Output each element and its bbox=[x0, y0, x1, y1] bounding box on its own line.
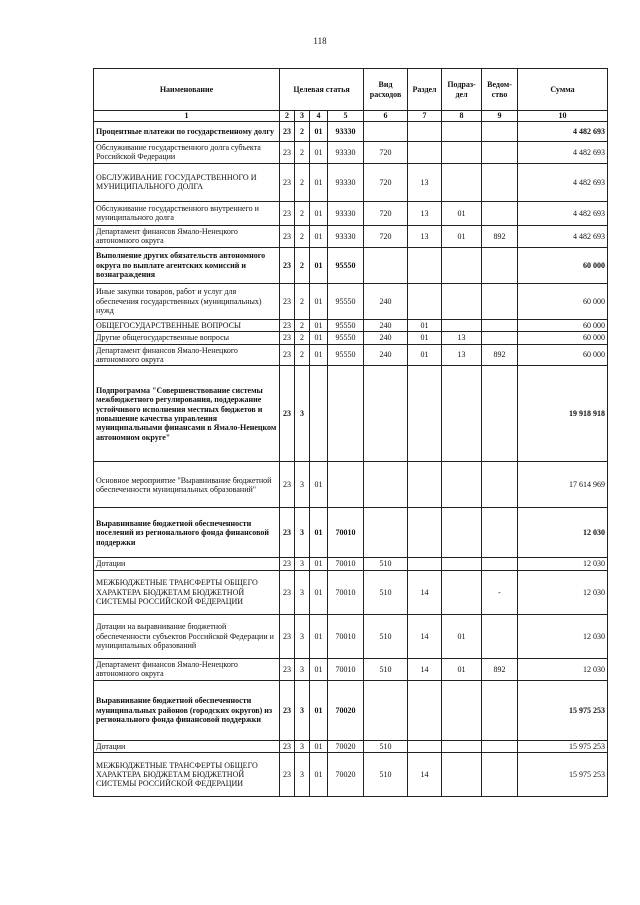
cell-razdel: 01 bbox=[408, 344, 442, 366]
cell-vedomstvo: 892 bbox=[482, 344, 518, 366]
table-row bbox=[94, 462, 608, 508]
cell-target-2: 2 bbox=[295, 247, 310, 283]
cell-vid: 510 bbox=[364, 570, 408, 614]
table-row bbox=[94, 680, 608, 740]
cell-vedomstvo bbox=[482, 614, 518, 658]
cell-sum: 19 918 918 bbox=[518, 366, 608, 462]
cell-target-1: 23 bbox=[280, 570, 295, 614]
cell-target-4: 93330 bbox=[328, 142, 364, 164]
cell-target-3: 01 bbox=[310, 332, 328, 344]
cell-target-2: 3 bbox=[295, 614, 310, 658]
cell-target-2: 3 bbox=[295, 740, 310, 752]
cell-target-1: 23 bbox=[280, 614, 295, 658]
cell-sum: 4 482 693 bbox=[518, 225, 608, 247]
cell-sum: 15 975 253 bbox=[518, 740, 608, 752]
cell-target-3: 01 bbox=[310, 344, 328, 366]
cell-target-1: 23 bbox=[280, 201, 295, 225]
header-row bbox=[94, 69, 608, 111]
cell-podrazdel bbox=[442, 753, 482, 797]
cell-target-3: 01 bbox=[310, 508, 328, 558]
cell-target-4: 70010 bbox=[328, 658, 364, 680]
cell-target-4: 93330 bbox=[328, 163, 364, 201]
cell-target-1: 23 bbox=[280, 122, 295, 142]
cell-podrazdel bbox=[442, 558, 482, 570]
cell-target-1: 23 bbox=[280, 163, 295, 201]
cell-target-2: 3 bbox=[295, 570, 310, 614]
cell-razdel bbox=[408, 283, 442, 319]
cell-target-2: 3 bbox=[295, 753, 310, 797]
cell-vid: 510 bbox=[364, 753, 408, 797]
cell-vid: 510 bbox=[364, 558, 408, 570]
cell-vedomstvo bbox=[482, 319, 518, 331]
table-row bbox=[94, 283, 608, 319]
cell-name: МЕЖБЮДЖЕТНЫЕ ТРАНСФЕРТЫ ОБЩЕГО ХАРАКТЕРА БЮДЖЕТАМ БЮДЖЕТНОЙ СИСТЕМЫ РОССИЙСКОЙ ФЕДЕРАЦИИ bbox=[94, 570, 280, 614]
cell-target-3: 01 bbox=[310, 225, 328, 247]
cell-vedomstvo bbox=[482, 753, 518, 797]
cell-target-1: 23 bbox=[280, 225, 295, 247]
cell-razdel bbox=[408, 247, 442, 283]
cell-vid bbox=[364, 247, 408, 283]
cell-razdel bbox=[408, 558, 442, 570]
cell-vedomstvo bbox=[482, 247, 518, 283]
budget-table bbox=[93, 68, 608, 797]
cell-target-2: 2 bbox=[295, 319, 310, 331]
cell-target-2: 2 bbox=[295, 283, 310, 319]
cell-target-1: 23 bbox=[280, 740, 295, 752]
cell-name: Выравнивание бюджетной обеспеченности поселений из регионального фонда финансовой поддержки bbox=[94, 508, 280, 558]
cell-vid bbox=[364, 508, 408, 558]
cell-target-4: 70020 bbox=[328, 753, 364, 797]
cell-vedomstvo bbox=[482, 142, 518, 164]
cell-target-1: 23 bbox=[280, 332, 295, 344]
cell-target-2: 3 bbox=[295, 658, 310, 680]
cell-podrazdel bbox=[442, 740, 482, 752]
table-row bbox=[94, 658, 608, 680]
cell-vedomstvo bbox=[482, 283, 518, 319]
cell-name: Департамент финансов Ямало-Ненецкого автономного округа bbox=[94, 344, 280, 366]
cell-vedomstvo bbox=[482, 163, 518, 201]
cell-sum: 17 614 969 bbox=[518, 462, 608, 508]
table-row bbox=[94, 558, 608, 570]
table-row bbox=[94, 225, 608, 247]
cell-sum: 12 030 bbox=[518, 614, 608, 658]
cell-target-4: 95550 bbox=[328, 247, 364, 283]
cell-podrazdel: 01 bbox=[442, 614, 482, 658]
cell-razdel bbox=[408, 366, 442, 462]
cell-target-4: 70010 bbox=[328, 508, 364, 558]
cell-target-3: 01 bbox=[310, 201, 328, 225]
cell-razdel: 13 bbox=[408, 201, 442, 225]
cell-vedomstvo bbox=[482, 740, 518, 752]
cell-podrazdel bbox=[442, 508, 482, 558]
table-row bbox=[94, 508, 608, 558]
cell-target-3: 01 bbox=[310, 163, 328, 201]
cell-target-3: 01 bbox=[310, 570, 328, 614]
table-row bbox=[94, 142, 608, 164]
cell-vedomstvo bbox=[482, 332, 518, 344]
cell-target-4: 70020 bbox=[328, 680, 364, 740]
cell-podrazdel bbox=[442, 142, 482, 164]
cell-target-1: 23 bbox=[280, 366, 295, 462]
cell-target-1: 23 bbox=[280, 283, 295, 319]
table-row bbox=[94, 201, 608, 225]
cell-sum: 4 482 693 bbox=[518, 122, 608, 142]
cell-vid bbox=[364, 366, 408, 462]
cell-target-3 bbox=[310, 366, 328, 462]
cell-target-3: 01 bbox=[310, 462, 328, 508]
cell-vid bbox=[364, 680, 408, 740]
cell-target-4: 93330 bbox=[328, 122, 364, 142]
index-cell: 10 bbox=[518, 111, 608, 122]
cell-vid: 510 bbox=[364, 614, 408, 658]
cell-target-2: 2 bbox=[295, 201, 310, 225]
cell-sum: 60 000 bbox=[518, 344, 608, 366]
table-row bbox=[94, 344, 608, 366]
cell-name: Дотации bbox=[94, 740, 280, 752]
cell-sum: 60 000 bbox=[518, 332, 608, 344]
cell-razdel bbox=[408, 122, 442, 142]
cell-podrazdel bbox=[442, 570, 482, 614]
cell-target-4: 95550 bbox=[328, 332, 364, 344]
cell-target-2: 3 bbox=[295, 508, 310, 558]
cell-target-2: 2 bbox=[295, 122, 310, 142]
cell-razdel: 01 bbox=[408, 332, 442, 344]
cell-podrazdel: 01 bbox=[442, 225, 482, 247]
table-row bbox=[94, 740, 608, 752]
cell-target-4: 70020 bbox=[328, 740, 364, 752]
header-target: Целевая статья bbox=[280, 69, 364, 111]
cell-target-4: 70010 bbox=[328, 558, 364, 570]
cell-razdel: 13 bbox=[408, 163, 442, 201]
cell-target-4: 70010 bbox=[328, 570, 364, 614]
cell-vedomstvo: 892 bbox=[482, 225, 518, 247]
cell-target-2: 2 bbox=[295, 225, 310, 247]
cell-sum: 4 482 693 bbox=[518, 163, 608, 201]
cell-target-2: 2 bbox=[295, 163, 310, 201]
table-row bbox=[94, 753, 608, 797]
cell-razdel: 14 bbox=[408, 658, 442, 680]
cell-target-3: 01 bbox=[310, 142, 328, 164]
cell-podrazdel bbox=[442, 247, 482, 283]
header-razdel: Раздел bbox=[408, 69, 442, 111]
cell-podrazdel: 01 bbox=[442, 201, 482, 225]
cell-razdel: 13 bbox=[408, 225, 442, 247]
cell-vedomstvo bbox=[482, 558, 518, 570]
cell-target-3: 01 bbox=[310, 319, 328, 331]
cell-vedomstvo: 892 bbox=[482, 658, 518, 680]
cell-target-3: 01 bbox=[310, 122, 328, 142]
header-podrazdel: Подраз-дел bbox=[442, 69, 482, 111]
table-row bbox=[94, 332, 608, 344]
cell-target-1: 23 bbox=[280, 142, 295, 164]
cell-vid: 720 bbox=[364, 142, 408, 164]
cell-sum: 4 482 693 bbox=[518, 142, 608, 164]
table-row bbox=[94, 570, 608, 614]
cell-vid bbox=[364, 462, 408, 508]
cell-sum: 4 482 693 bbox=[518, 201, 608, 225]
cell-target-1: 23 bbox=[280, 753, 295, 797]
cell-podrazdel bbox=[442, 319, 482, 331]
index-cell: 9 bbox=[482, 111, 518, 122]
cell-sum: 60 000 bbox=[518, 283, 608, 319]
header-vid: Вид расходов bbox=[364, 69, 408, 111]
index-cell: 6 bbox=[364, 111, 408, 122]
cell-podrazdel: 13 bbox=[442, 344, 482, 366]
table-row bbox=[94, 163, 608, 201]
cell-vid: 720 bbox=[364, 163, 408, 201]
cell-name: Департамент финансов Ямало-Ненецкого автономного округа bbox=[94, 658, 280, 680]
cell-podrazdel bbox=[442, 462, 482, 508]
cell-target-1: 23 bbox=[280, 508, 295, 558]
cell-vedomstvo bbox=[482, 122, 518, 142]
cell-podrazdel: 13 bbox=[442, 332, 482, 344]
cell-vedomstvo: - bbox=[482, 570, 518, 614]
cell-target-4 bbox=[328, 366, 364, 462]
cell-name: Иные закупки товаров, работ и услуг для обеспечения государственных (муниципальных) нужд bbox=[94, 283, 280, 319]
cell-vedomstvo bbox=[482, 462, 518, 508]
cell-podrazdel: 01 bbox=[442, 658, 482, 680]
cell-name: Основное мероприятие "Выравнивание бюджетной обеспеченности муниципальных образований" bbox=[94, 462, 280, 508]
cell-name: Обслуживание государственного внутреннего и муниципального долга bbox=[94, 201, 280, 225]
cell-target-4: 93330 bbox=[328, 201, 364, 225]
table-row bbox=[94, 247, 608, 283]
header-vedomstvo: Ведом-ство bbox=[482, 69, 518, 111]
cell-target-3: 01 bbox=[310, 740, 328, 752]
cell-razdel: 01 bbox=[408, 319, 442, 331]
cell-podrazdel bbox=[442, 366, 482, 462]
cell-target-4: 95550 bbox=[328, 344, 364, 366]
cell-razdel bbox=[408, 680, 442, 740]
table-row bbox=[94, 366, 608, 462]
cell-target-1: 23 bbox=[280, 462, 295, 508]
cell-target-4: 95550 bbox=[328, 283, 364, 319]
cell-name: Подпрограмма "Совершенствование системы межбюджетного регулирования, поддержание устойчивого исполнения местных бюджетов и повышение качества управления муниципальными финансами в Ямало-Ненецком автономном округе" bbox=[94, 366, 280, 462]
cell-target-3: 01 bbox=[310, 680, 328, 740]
cell-podrazdel bbox=[442, 122, 482, 142]
cell-vid bbox=[364, 122, 408, 142]
cell-vid: 510 bbox=[364, 740, 408, 752]
cell-target-1: 23 bbox=[280, 680, 295, 740]
cell-podrazdel bbox=[442, 163, 482, 201]
cell-sum: 60 000 bbox=[518, 319, 608, 331]
cell-vid: 240 bbox=[364, 332, 408, 344]
cell-target-2: 2 bbox=[295, 332, 310, 344]
cell-name: Другие общегосударственные вопросы bbox=[94, 332, 280, 344]
index-cell: 3 bbox=[295, 111, 310, 122]
cell-target-2: 3 bbox=[295, 558, 310, 570]
cell-vedomstvo bbox=[482, 366, 518, 462]
header-summa: Сумма bbox=[518, 69, 608, 111]
cell-razdel: 14 bbox=[408, 614, 442, 658]
cell-target-1: 23 bbox=[280, 344, 295, 366]
cell-name: Выравнивание бюджетной обеспеченности муниципальных районов (городских округов) из регионального фонда финансовой поддержки bbox=[94, 680, 280, 740]
cell-vedomstvo bbox=[482, 680, 518, 740]
cell-razdel: 14 bbox=[408, 570, 442, 614]
cell-razdel bbox=[408, 142, 442, 164]
cell-name: Департамент финансов Ямало-Ненецкого автономного округа bbox=[94, 225, 280, 247]
table-body bbox=[94, 122, 608, 797]
cell-name: Выполнение других обязательств автономного округа по выплате агентских комиссий и вознаграждения bbox=[94, 247, 280, 283]
cell-target-4 bbox=[328, 462, 364, 508]
cell-target-3: 01 bbox=[310, 558, 328, 570]
cell-razdel bbox=[408, 740, 442, 752]
cell-sum: 12 030 bbox=[518, 570, 608, 614]
cell-sum: 12 030 bbox=[518, 508, 608, 558]
table-row bbox=[94, 319, 608, 331]
cell-name: Обслуживание государственного долга субъекта Российской Федерации bbox=[94, 142, 280, 164]
cell-vid: 240 bbox=[364, 283, 408, 319]
table-row bbox=[94, 614, 608, 658]
cell-sum: 12 030 bbox=[518, 658, 608, 680]
index-cell: 5 bbox=[328, 111, 364, 122]
index-cell: 7 bbox=[408, 111, 442, 122]
cell-target-3: 01 bbox=[310, 283, 328, 319]
cell-target-2: 3 bbox=[295, 462, 310, 508]
cell-vid: 510 bbox=[364, 658, 408, 680]
cell-target-3: 01 bbox=[310, 247, 328, 283]
index-cell: 1 bbox=[94, 111, 280, 122]
cell-vid: 720 bbox=[364, 201, 408, 225]
cell-razdel bbox=[408, 508, 442, 558]
cell-name: МЕЖБЮДЖЕТНЫЕ ТРАНСФЕРТЫ ОБЩЕГО ХАРАКТЕРА БЮДЖЕТАМ БЮДЖЕТНОЙ СИСТЕМЫ РОССИЙСКОЙ ФЕДЕРАЦИИ bbox=[94, 753, 280, 797]
cell-vedomstvo bbox=[482, 508, 518, 558]
cell-target-1: 23 bbox=[280, 319, 295, 331]
cell-name: ОБЩЕГОСУДАРСТВЕННЫЕ ВОПРОСЫ bbox=[94, 319, 280, 331]
table-row bbox=[94, 122, 608, 142]
cell-name: ОБСЛУЖИВАНИЕ ГОСУДАРСТВЕННОГО И МУНИЦИПАЛЬНОГО ДОЛГА bbox=[94, 163, 280, 201]
cell-target-1: 23 bbox=[280, 247, 295, 283]
cell-target-1: 23 bbox=[280, 658, 295, 680]
index-cell: 8 bbox=[442, 111, 482, 122]
cell-target-4: 70010 bbox=[328, 614, 364, 658]
index-cell: 4 bbox=[310, 111, 328, 122]
cell-vid: 240 bbox=[364, 319, 408, 331]
cell-vid: 720 bbox=[364, 225, 408, 247]
cell-target-4: 93330 bbox=[328, 225, 364, 247]
index-cell: 2 bbox=[280, 111, 295, 122]
cell-target-4: 95550 bbox=[328, 319, 364, 331]
cell-name: Дотации bbox=[94, 558, 280, 570]
cell-sum: 15 975 253 bbox=[518, 680, 608, 740]
cell-target-3: 01 bbox=[310, 753, 328, 797]
cell-target-3: 01 bbox=[310, 658, 328, 680]
cell-target-3: 01 bbox=[310, 614, 328, 658]
cell-podrazdel bbox=[442, 680, 482, 740]
cell-razdel bbox=[408, 462, 442, 508]
cell-name: Процентные платежи по государственному долгу bbox=[94, 122, 280, 142]
cell-sum: 12 030 bbox=[518, 558, 608, 570]
cell-vid: 240 bbox=[364, 344, 408, 366]
cell-sum: 60 000 bbox=[518, 247, 608, 283]
cell-target-2: 3 bbox=[295, 680, 310, 740]
cell-target-2: 2 bbox=[295, 344, 310, 366]
header-name: Наименование bbox=[94, 69, 280, 111]
cell-target-2: 2 bbox=[295, 142, 310, 164]
cell-name: Дотации на выравнивание бюджетной обеспеченности субъектов Российской Федерации и муниципальных образований bbox=[94, 614, 280, 658]
cell-razdel: 14 bbox=[408, 753, 442, 797]
cell-target-2: 3 bbox=[295, 366, 310, 462]
cell-vedomstvo bbox=[482, 201, 518, 225]
cell-podrazdel bbox=[442, 283, 482, 319]
index-row bbox=[94, 111, 608, 122]
cell-target-1: 23 bbox=[280, 558, 295, 570]
page-number: 118 bbox=[313, 36, 327, 46]
cell-sum: 15 975 253 bbox=[518, 753, 608, 797]
